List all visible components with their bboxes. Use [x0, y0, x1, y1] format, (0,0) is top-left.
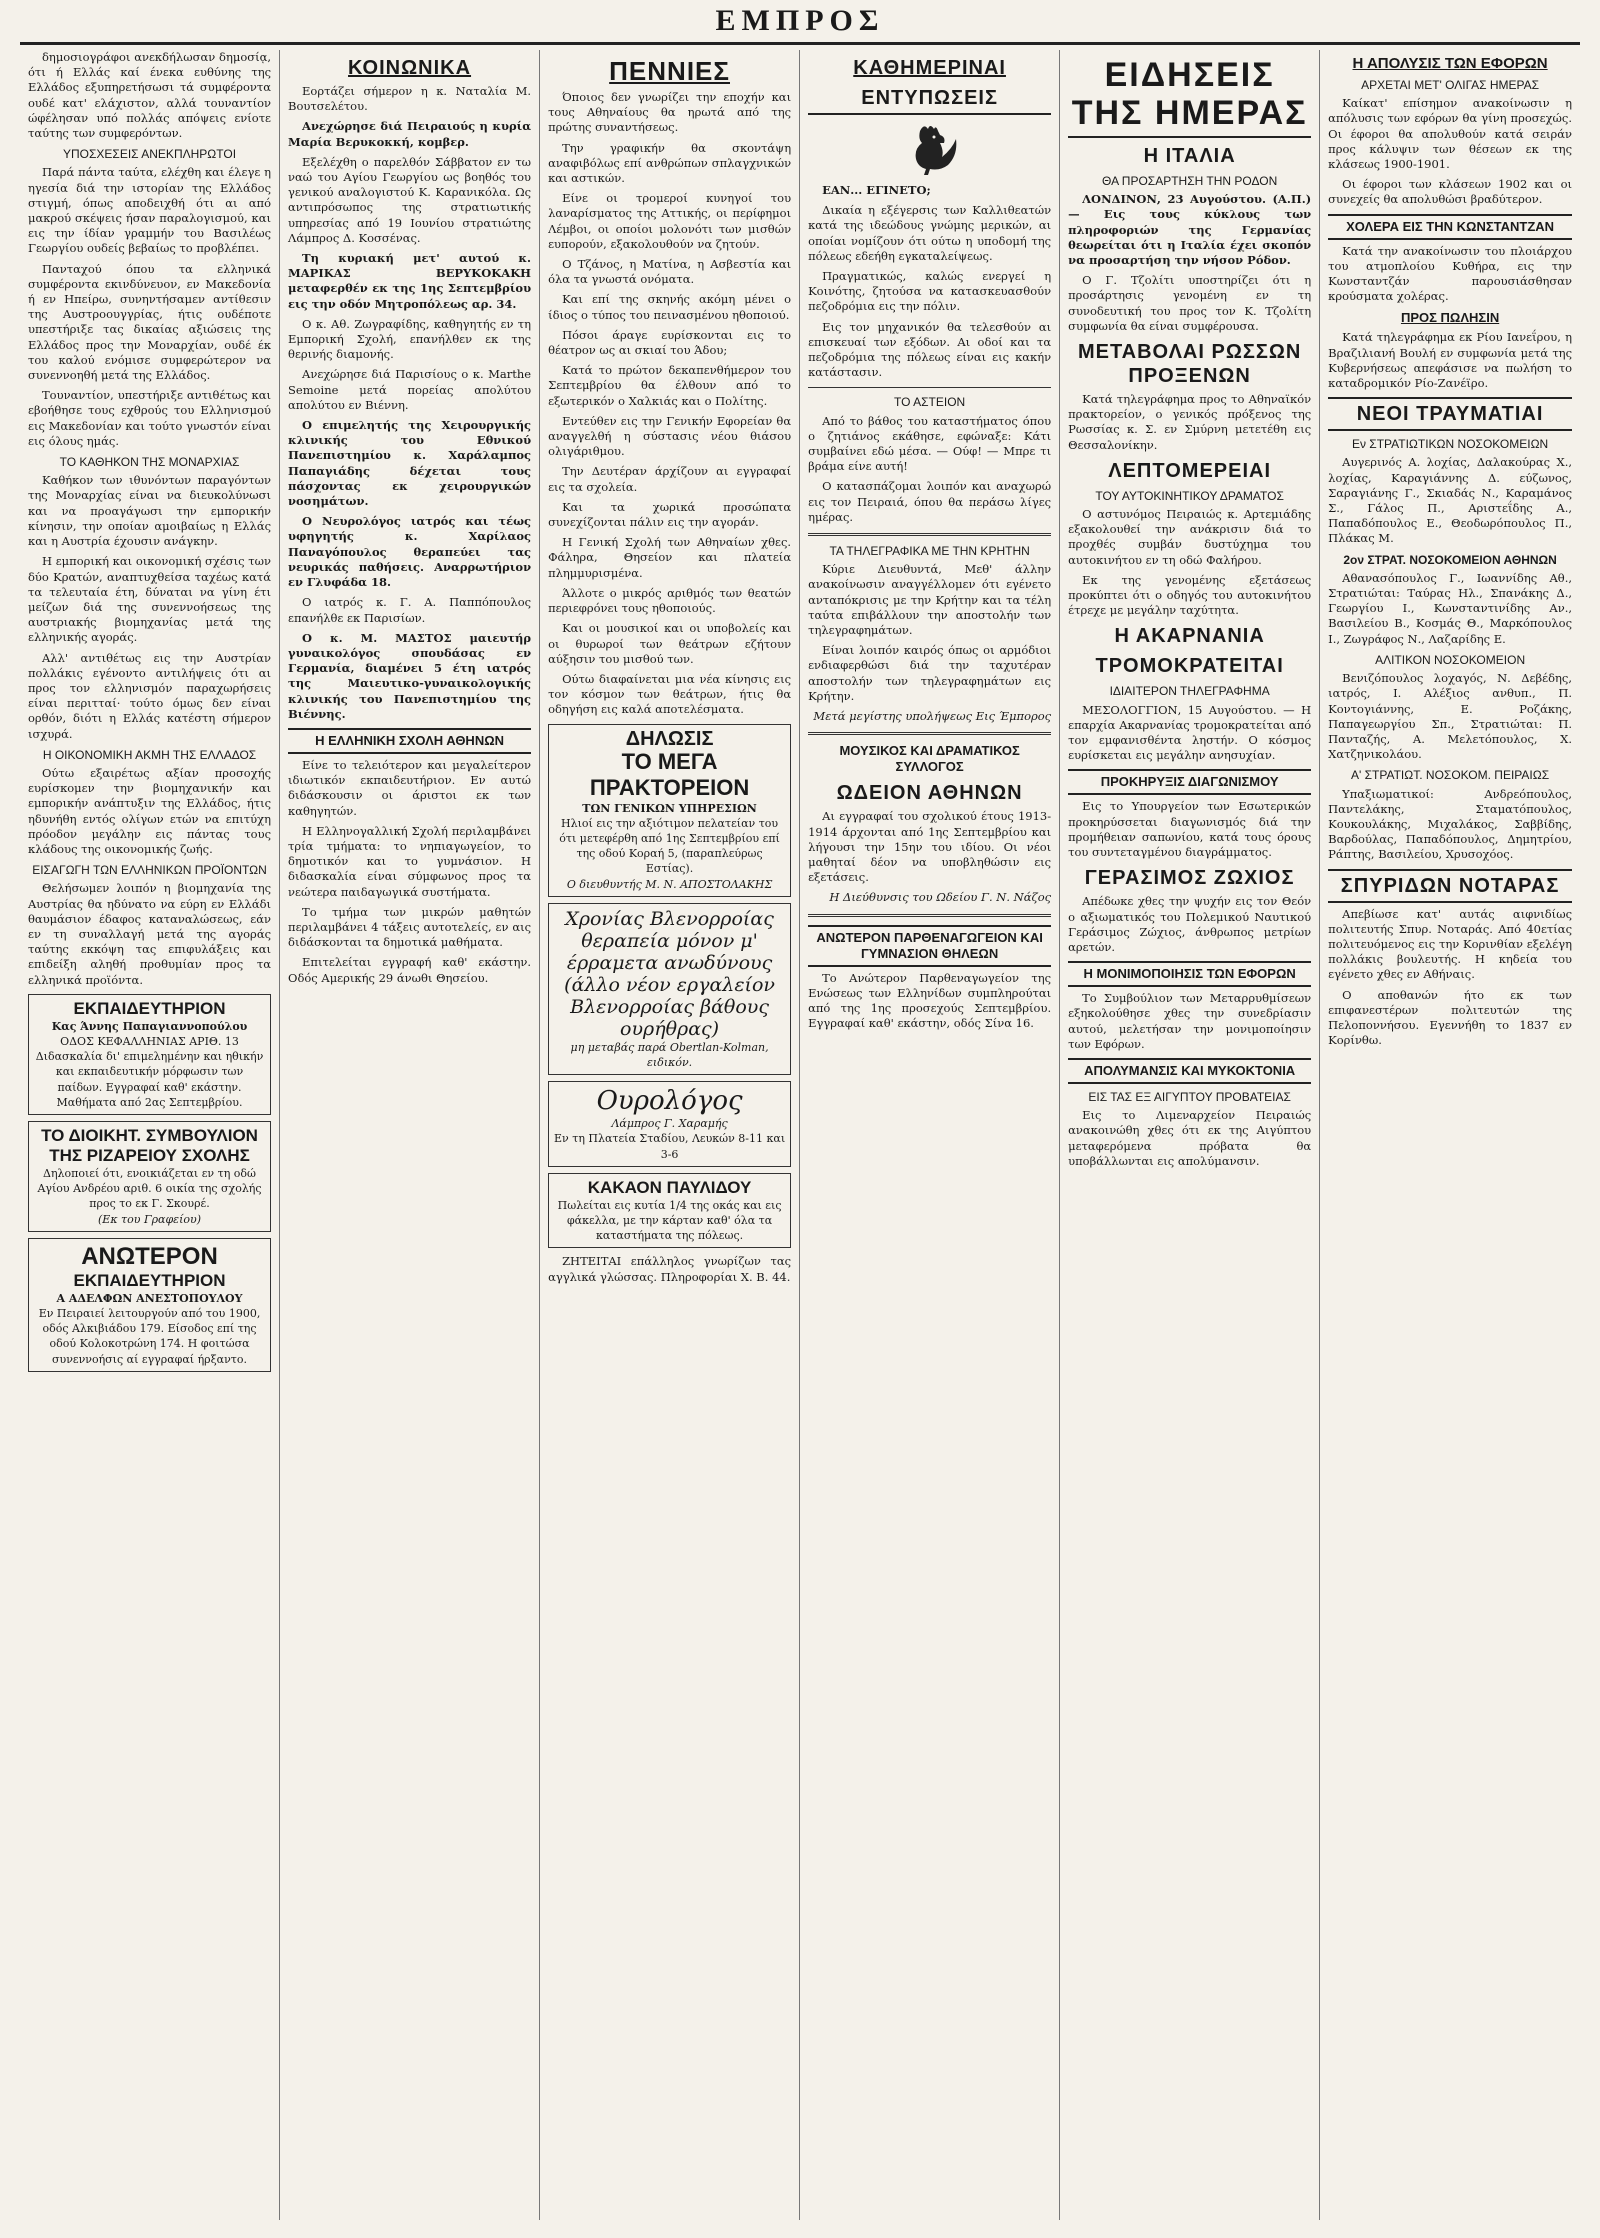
- article-text: Την Δευτέραν άρχίζουν αι εγγραφαί εις τα σχολεία.: [548, 464, 792, 494]
- section-heading: ΝΕΟΙ ΤΡΑΥΜΑΤΙΑΙ: [1328, 397, 1572, 431]
- article-text: Πανταχού όπου τα ελληνικά συμφέροντα εκινδύνευον, εν Μακεδονία ή εν Ηπείρω, συνηντήσαμεν αντίθεσιν της Αυστροουγγρίας, ήτις ουδέποτε υπεστήριξε τας δικαίας αξιώσεις της Ελλάδος προς την Μοναρχίαν, ουδέ έκ του καλού ενόμισε συμφερώτερον να συνεννοηθή μετά της Ελλάδος.: [28, 261, 272, 383]
- newspaper-page: [20, 50, 1580, 2220]
- article-text: Εντεύθεν εις την Γενικήν Εφορείαν θα αναγγελθή η σύστασις νέου θιάσου ολιγάριθμου.: [548, 413, 792, 459]
- section-heading: ΚΟΙΝΩΝΙΚΑ: [348, 57, 472, 79]
- section-heading: Η ΙΤΑΛΙΑ: [1143, 145, 1236, 167]
- ad-subtitle: Κας Άννης Παπαγιαννοπούλου: [51, 1019, 248, 1033]
- advertisement: [548, 1173, 791, 1249]
- section-subheading: ΘΑ ΠΡΟΣΑΡΤΗΣΗ ΤΗΝ ΡΟΔΟΝ: [1102, 174, 1278, 188]
- article-text: Είναι λοιπόν καιρός όπως οι αρμόδιοι ενδιαφερθώσι διά την ταχυτέραν αποστολήν των τηλεγραφημάτων εις Κρήτην.: [808, 643, 1052, 703]
- ad-subtitle: Α ΑΔΕΛΦΩΝ ΑΝΕΣΤΟΠΟΥΛΟΥ: [56, 1291, 243, 1305]
- article-text: Απέδωκε χθες την ψυχήν εις τον Θεόν ο αξιωματικός του Πολεμικού Ναυτικού Γεράσιμος Ζώχιος, άνθρωπος μετρίων αρετών.: [1068, 894, 1312, 954]
- article-text: Ο επιμελητής της Χειρουργικής κλινικής του Εθνικού Πανεπιστημίου κ. Χαράλαμπος Παπαγιάδης δέχεται τους πάσχοντας εκ χειρουργικών νοσημάτων.: [288, 418, 532, 509]
- article-text: δημοσιογράφοι ανεκδήλωσαν δημοσίᾳ, ότι ή Ελλάς καί ένεκα ευθύνης της Ελλάδος εξυπηρετήσωσι τά συμφέροντα ουδέ κατ' ελάχιστον, αλλά τουναντίον ώφέλησαν υπό πολλάς απόψεις ενίοτε ταύτης των συμφερόντων.: [28, 50, 272, 141]
- article-text: Ούτω εξαιρέτως αξίαν προσοχής ευρίσκομεν την βιομηχανικήν και εμπορικήν ανάπτυξιν της Ελλάδος, ήτις ηδυνήθη εντός ολίγων ετών να επιτύχη πρόοδον μεγάλην εις πάντας τους κλάδους της οικονομικής ζωής.: [28, 765, 272, 856]
- ad-heading: ΔΗΛΩΣΙΣ: [625, 727, 714, 750]
- section-heading: ΤΟ ΚΑΘΗΚΟΝ ΤΗΣ ΜΟΝΑΡΧΙΑΣ: [59, 455, 240, 470]
- article-text: Πόσοι άραγε ευρίσκονται εις το θέατρον ως αι σκιαί του Άδου;: [548, 327, 792, 358]
- ad-title: ΤΟ ΔΙΟΙΚΗΤ. ΣΥΜΒΟΥΛΙΟΝ ΤΗΣ ΡΙΖΑΡΕΙΟΥ ΣΧΟΛΗΣ: [41, 1126, 258, 1165]
- article-text: Πραγματικώς, καλώς ενεργεί η Κοινότης, ζητούσα να κατασκευασθούν πεζοδρόμια εις την πόλιν.: [808, 269, 1052, 314]
- article-text: Το Συμβούλιον των Μεταρρυθμίσεων εξηκολούθησε χθες την συνεδρίασιν αυτού, μελετήσαν την μονιμοποίησιν των Εφόρων.: [1068, 991, 1312, 1051]
- letter-signature: Μετά μεγίστης υπολήψεως Εις Έμπορος: [813, 709, 1052, 724]
- section-subheading: Εν ΣΤΡΑΤΙΩΤΙΚΩΝ ΝΟΣΟΚΟΜΕΙΩΝ: [1351, 437, 1549, 452]
- advertisement: [28, 1238, 271, 1372]
- section-heading: ΠΡΟΣ ΠΩΛΗΣΙΝ: [1400, 310, 1500, 326]
- section-subheading: ΑΡΧΕΤΑΙ ΜΕΤ' ΟΛΙΓΑΣ ΗΜΕΡΑΣ: [1361, 78, 1540, 92]
- article-text: Η εμπορική και οικονομική σχέσις των δύο Κρατών, αναπτυχθείσα ταχέως κατά τα τελευταία έτη, δύναται να γίνη έτι μείζων διά της συνεννοήσεως της αυστριακής βιομηχανίας μετά της ελληνικής αγοράς.: [28, 554, 272, 645]
- article-text: Η Γενική Σχολή των Αθηναίων χθες. Φάληρα, Θησείον και πλατεία πλημμυρισμένα.: [548, 535, 792, 580]
- article-text: Βενιζόπουλος λοχαγός, Ν. Δεβέδης, ιατρός, Ι. Αλέξιος ανθυπ., Π. Κοντογιάννης, Ε. Ροζάκης, Παπαγεωργίου Σπ., Στρατιώται: Π. Πανταζής, Α. Μελετόπουλος, Χ. Χατζηνικολάου.: [1328, 671, 1573, 762]
- article-text: Απεβίωσε κατ' αυτάς αιφνιδίως πολιτευτής Σπυρ. Νοταράς. Από 40ετίας πολιτευόμενος εις την Κορινθίαν εξελέγη πολλάκις βουλευτής. Η κηδεία του εγένετο χθες εν Αθήναις.: [1328, 906, 1573, 982]
- section-heading: ΩΔΕΙΟΝ ΑΘΗΝΩΝ: [836, 782, 1023, 805]
- ad-address: ΟΔΟΣ ΚΕΦΑΛΛΗΝΙΑΣ ΑΡΙΘ. 13: [60, 1034, 239, 1048]
- ad-signature: Ο διευθυντής Μ. Ν. ΑΠΟΣΤΟΛΑΚΗΣ: [566, 877, 773, 891]
- ad-text: Δηλοποιεί ότι, ενοικιάζεται εν τη οδώ Αγίου Ανδρέου αριθ. 6 οικία της σχολής προς το εκ Γ. Σκουρέ.: [37, 1167, 262, 1211]
- article-text: Εορτάζει σήμερον η κ. Ναταλία Μ. Βουτσελέτου.: [288, 84, 532, 114]
- article-text: Αι εγγραφαί του σχολικού έτους 1913-1914 άρχονται από 1ης Σεπτεμβρίου και λήγουσι την 15ην του ιδίου. Οι νέοι μαθηταί δέον να υποβληθώσιν εις εξετάσεις.: [808, 809, 1052, 885]
- article-text: Ανεχώρησε διά Παρισίους ο κ. Marthe Semoine μετά πορείας απολύτου απολύτου εν Βιέννη.: [288, 367, 532, 412]
- article-text: ΜΕΣΟΛΟΓΓΙΟΝ, 15 Αυγούστου. — Η επαρχία Ακαρνανίας τρομοκρατείται από τον εμφανισθέντα ληστήν. Ο κόσμος ευρίσκεται εις μεγάλην ανησυχίαν.: [1068, 702, 1312, 763]
- section-heading: ΓΕΡΑΣΙΜΟΣ ΖΩΧΙΟΣ: [1084, 867, 1295, 890]
- article-lead: ΕΑΝ... ΕΓΙΝΕΤΟ;: [822, 183, 931, 197]
- article-text: Κατά τηλεγράφημα προς το Αθηναϊκόν πρακτορείον, ο γενικός πρόξενος της Ρωσσίας κ. Σ. εν Σμύρνη μετετέθη εις Θεσσαλονίκην.: [1068, 392, 1312, 452]
- article-text: ΖΗΤΕΙΤΑΙ επάλληλος γνωρίζων τας αγγλικά γλώσσας. Πληροφορίαι Χ. Β. 44.: [548, 1254, 792, 1284]
- ad-text: μη μεταβάς παρά Obertlan-Kolman, ειδικόν.: [570, 1040, 769, 1069]
- column-1: [20, 50, 280, 2220]
- ad-title: ΑΝΩΤΕΡΟΝ: [81, 1242, 218, 1270]
- article-text: Ο αποθανών ήτο εκ των επιφανεστέρων πολιτευτών της Πελοποννήσου. Εγεννήθη το 1837 εν Κορίνθω.: [1328, 987, 1573, 1048]
- article-text: Εις το Λιμεναρχείον Πειραιώς ανακοινώθη χθες ότι εκ της Αιγύπτου μεταφερόμενα πρόβατα θα υποβάλλωνται εις απολύμανσιν.: [1068, 1108, 1312, 1168]
- ad-title: Ουρολόγος: [596, 1086, 743, 1117]
- section-heading: ΤΑ ΤΗΛΕΓΡΑΦΙΚΑ ΜΕ ΤΗΝ ΚΡΗΤΗΝ: [829, 544, 1030, 559]
- section-subheading: ΕΙΣ ΤΑΣ ΕΞ ΑΙΓΥΠΤΟΥ ΠΡΟΒΑΤΕΙΑΣ: [1088, 1089, 1291, 1104]
- section-heading: ΠΕΝΝΙΕΣ: [609, 56, 730, 86]
- article-text: Από το βάθος του καταστήματος όπου ο ζητιάνος εκάθησε, εφώναξε: Κάτι συμβαίνει εδώ μέσα. — Ούφ! — Μπρε τι βράμα είνε αυτή!: [808, 413, 1052, 474]
- article-signature: Η Διεύθυνσις του Ωδείου Γ. Ν. Νάζος: [829, 890, 1052, 905]
- column-4: [800, 50, 1060, 2220]
- ad-subtitle: ΕΚΠΑΙΔΕΥΤΗΡΙΟΝ: [73, 1270, 226, 1290]
- article-text: Καθήκον των ιθυνόντων παραγόντων της Μοναρχίας είναι να διευκολύνωσι και να προαγάγωσι την εμπορικήν κίνησιν, την οποίαν αμοιβαίως η Ελλάς και η Αυστρία έχουσιν ανάγκην.: [28, 473, 272, 549]
- section-heading: ΤΟ ΑΣΤΕΙΟΝ: [894, 395, 966, 410]
- column-2: [280, 50, 540, 2220]
- section-heading: ΜΟΥΣΙΚΟΣ ΚΑΙ ΔΡΑΜΑΤΙΚΟΣ ΣΥΛΛΟΓΟΣ: [839, 743, 1020, 775]
- article-text: Εκ της γενομένης εξετάσεως προκύπτει ότι ο οδηγός του αυτοκινήτου έτρεχε με μεγάλην ταχύτητα.: [1068, 572, 1312, 618]
- section-heading: ΥΠΟΣΧΕΣΕΙΣ ΑΝΕΚΠΛΗΡΩΤΟΙ: [62, 147, 237, 162]
- article-text: Και οι μουσικοί και οι υποβολείς και οι θυρωροί των θεάτρων εζήτουν αύξησιν του μισθού των.: [548, 621, 792, 666]
- article-text: Είνε το τελειότερον και μεγαλείτερον ιδιωτικόν εκπαιδευτήριον. Εν αυτώ διδάσκουσιν οι άριστοι εκ των καθηγητών.: [288, 757, 532, 818]
- advertisement: [548, 903, 791, 1075]
- article-text: Εις τον μηχανικόν θα τελεσθούν αι επισκευαί των εξόδων. Αι οδοί και τα πεζοδρόμια της πόλεως είναι εις κακήν κατάστασιν.: [808, 319, 1052, 380]
- article-text: Ανεχώρησε διά Πειραιούς η κυρία Μαρία Βερυκοκκή, κομβερ.: [288, 119, 532, 149]
- ad-signature: (Εκ του Γραφείου): [98, 1212, 201, 1226]
- column-6: [1320, 50, 1580, 2220]
- article-text: Ο κ. Αθ. Ζωγραφίδης, καθηγητής εν τη Εμπορική Σχολή, επανήλθεν εκ της θερινής διαμονής.: [288, 316, 532, 362]
- article-text: Εξελέχθη ο παρελθόν Σάββατον εν τω ναώ του Αγίου Γεωργίου ως βοηθός του γενικού αναλογιστού Κ. Καρανικόλα. Ως αντιπρόσωπος της στρατιωτικής υπηρεσίας από 19 Ιουνίου στρατιώτης Λάμπρος Δ. Κοσσένας.: [288, 154, 532, 245]
- article-text: Το Ανώτερον Παρθεναγωγείον της Ενώσεως των Ελληνίδων συμπληρούται από της 1ης προσεχούς Σεπτεμβρίου. Εγγραφαί καθ' εκάστην, οδός Σίνα 16.: [808, 970, 1052, 1031]
- ad-subtitle: Λάμπρος Γ. Χαραμής: [611, 1117, 728, 1131]
- advertisement: [548, 724, 791, 897]
- ad-title: Χρονίας Βλενορροίας θεραπεία μόνον μ' έρραμετα ανωδύνους (άλλο νέον εργαλείον Βλενορροίας βάθους ουρήθρας): [564, 907, 775, 1040]
- section-heading: Η ΕΛΛΗΝΙΚΗ ΣΧΟΛΗ ΑΘΗΝΩΝ: [288, 728, 531, 754]
- section-heading: ΕΙΣΑΓΩΓΗ ΤΩΝ ΕΛΛΗΝΙΚΩΝ ΠΡΟΪΟΝΤΩΝ: [32, 863, 267, 878]
- divider: [808, 914, 1051, 917]
- divider: [808, 387, 1051, 388]
- article-text: Ο Νευρολόγος ιατρός και τέως υφηγητής κ. Χαρίλαος Παναγόπουλος θεραπεύει τας νευρικάς παθήσεις. Αναρρωτήριον εν Γλυφάδα 18.: [288, 514, 532, 590]
- article-text: Δικαία η εξέγερσις των Καλλιθεατών κατά της ιδεώδους γνώμης μερικών, αι οποίαι νομίζουν ότι ούτω η υποδομή της πόλεως εδεήθη εγκαταλείψεως.: [808, 203, 1052, 263]
- article-text: Τουναντίον, υπεστήριξε αντιθέτως και εβοήθησε τους εχθρούς του Ελληνισμού εις Μακεδονίαν και τούτο γνωστόν είναι εις όλους ημάς.: [28, 388, 272, 448]
- section-subheading: ΙΔΙΑΙΤΕΡΟΝ ΤΗΛΕΓΡΑΦΗΜΑ: [1109, 684, 1270, 699]
- advertisement: [28, 1121, 271, 1232]
- article-text: Το τμήμα των μικρών μαθητών περιλαμβάνει 4 τάξεις αυτοτελείς, εν αις διδάσκονται τα δημοτικά μαθήματα.: [288, 904, 532, 950]
- article-text: Ο Γ. Τζολίτι υποστηρίζει ότι η προσάρτησις γενομένη εν τη συνοδευτική του προς τον Κ. Τζολίτη συμφωνία θα είναι συμφέρουσα.: [1068, 273, 1312, 333]
- column-5: [1060, 50, 1320, 2220]
- article-text: Άλλοτε ο μικρός αριθμός των θεατών περιεφρόνει τους ηθοποιούς.: [548, 585, 792, 616]
- ad-text: Ηλιοί εις την αξιότιμον πελατείαν του ότι μετεφέρθη από 1ης Σεπτεμβρίου επί της οδού Κοραή 5, (παραπλεύρως Εστίας).: [559, 816, 780, 876]
- advertisement: [28, 994, 271, 1115]
- divider: [808, 732, 1051, 735]
- article-text: Όποιος δεν γνωρίζει την εποχήν και τους Αθηναίους θα ηρωτά από της πρώτης συναντήσεως.: [548, 90, 792, 135]
- article-text: Αθανασόπουλος Γ., Ιωαννίδης Αθ., Στρατιώται: Ταύρας Ηλ., Σπανάκης Δ., Γεωργίου Ι., Κωνσταντινίδης Αν., Βασιλείου Β., Κοσμάς Θ., Μαρκόπουλος Ι., Ζωγράφος Ν., Λαζαρίδης Ε.: [1328, 570, 1573, 646]
- article-text: ΛΟΝΔΙΝΟΝ, 23 Αυγούστου. (Α.Π.) — Εις τους κύκλους των πληροφοριών της Γερμανίας θεωρείται ότι η Ιταλία έχει σκοπόν να προσαρτήση την νήσον Ρόδον.: [1068, 192, 1312, 268]
- article-text: Ο αστυνόμος Πειραιώς κ. Αρτεμιάδης εξακολουθεί την ανάκρισιν διά το προχθές συμβάν δυστύχημα του αυτοκινήτου εν τη οδώ Φαλήρου.: [1068, 507, 1312, 567]
- section-heading: ΜΕΤΑΒΟΛΑΙ ΡΩΣΣΩΝ ΠΡΟΞΕΝΩΝ: [1077, 341, 1302, 388]
- section-heading: ΑΠΟΛΥΜΑΝΣΙΣ ΚΑΙ ΜΥΚΟΚΤΟΝΙΑ: [1068, 1058, 1311, 1084]
- article-text: Θελήσωμεν λοιπόν η βιομηχανία της Αυστρίας θα ηδύνατο να εύρη εν Ελλάδι θαυμάσιον έδαφος καταναλώσεως, εάν εν τη συναλλαγή μετά της αγοράς ταύτης εκκόψη τας επιφυλάξεις και επιδείξη αληθή προθυμίαν προς τα ελληνικά προϊόντα.: [28, 881, 272, 987]
- section-heading: ΕΙΔΗΣΕΙΣ ΤΗΣ ΗΜΕΡΑΣ: [1068, 56, 1311, 138]
- section-heading: ΣΠΥΡΙΔΩΝ ΝΟΤΑΡΑΣ: [1328, 869, 1572, 903]
- article-text: Ούτω διαφαίνεται μια νέα κίνησις εις τον κόσμον των θεάτρων, ήτις θα οδηγήση εις καλά αποτελέσματα.: [548, 671, 792, 717]
- section-heading: ΛΕΠΤΟΜΕΡΕΙΑΙ: [1108, 459, 1272, 482]
- article-text: Κύριε Διευθυντά, Μεθ' άλλην ανακοίνωσιν αναγγέλλομεν ότι εγένετο ανταπόκρισις με την Κρήτην και τα τέλη ταύτα επιβάλλουν την αποστολήν των τηλεγραφημάτων.: [808, 562, 1052, 638]
- section-heading: Η ΑΠΟΛΥΣΙΣ ΤΩΝ ΕΦΟΡΩΝ: [1352, 55, 1548, 72]
- article-text: Κατά την ανακοίνωσιν του πλοιάρχου του ατμοπλοίου Κυθήρα, εις την Κωνσταντζάν παρουσιάσθησαν κρούσματα χολέρας.: [1328, 243, 1573, 304]
- article-text: Αλλ' αντιθέτως εις την Αυστρίαν πολλάκις εγένοντο αντιλήψεις ότι αι προς τον ελληνισμόν παραχωρήσεις είναι περιτταί· τούτο όμως δεν είναι ορθόν, διότι η Ελλάς κατέστη σήμερον ισχυρά.: [28, 650, 272, 741]
- article-text: Αυγερινός Α. λοχίας, Δαλακούρας Χ., λοχίας, Καραγιάννης Δ. εύζωνος, Σαραγιάνης Γ., Σκιαδάς Ν., Καραμάνος Σ., Γάλος Π., Αριστεΐδης Α., Παπαδόπουλος Ε., Θεοδωρόπουλος Π., Πλάκας Μ.: [1328, 455, 1573, 546]
- article-text: Την γραφικήν θα σκοντάψη αναφιβόλως επί ανθρώπων σπλαγχνικών και αστικών.: [548, 140, 792, 186]
- ad-title: ΕΚΠΑΙΔΕΥΤΗΡΙΟΝ: [73, 998, 226, 1018]
- article-text: Η Ελληνογαλλική Σχολή περιλαμβάνει τρία τμήματα: το νηπιαγωγείον, το δημοτικόν και το γυμνάσιον. Η διδασκαλία είναι σύμφωνος προς τα νεώτερα παιδαγωγικά συστήματα.: [288, 823, 532, 899]
- article-text: Υπαξιωματικοί: Ανδρεόπουλος, Παντελάκης, Σταματόπουλος, Κουκουλάκης, Μιχαλάκος, Σαββίδης, Βαρδούλας, Παπαδόπουλος, Δημητρίου, Ράπτης, Βασιλείου, Χρυσοχόος.: [1328, 786, 1573, 862]
- article-text: Παρά πάντα ταύτα, ελέχθη και έλεγε η ηγεσία διά την ιστορίαν της Ελλάδος στιγμή, όπως αποδειχθή ότι αι από μακρού σκέψεις ήσαν παραλογισμού, και εις την ίδίαν γραμμήν του Βασιλέως Γεωργίου ουδείς βεβαίως το προβλέπει.: [28, 165, 272, 256]
- section-heading: Η ΟΙΚΟΝΟΜΙΚΗ ΑΚΜΗ ΤΗΣ ΕΛΛΑΔΟΣ: [42, 747, 257, 762]
- article-text: Εις το Υπουργείον των Εσωτερικών προκηρύσσεται διαγωνισμός διά την προμήθειαν σαπωνίου, κατά τους όρους του συντεταγμένου διαγράμματος.: [1068, 799, 1312, 860]
- advertisement: [548, 1081, 791, 1167]
- section-heading: ΕΝΤΥΠΩΣΕΙΣ: [808, 86, 1051, 115]
- rooster-icon: [900, 119, 960, 179]
- article-text: Και επί της σκηνής ακόμη μένει ο ίδιος ο τύπος του πεινασμένου ηθοποιού.: [548, 292, 792, 322]
- section-heading: ΑΝΩΤΕΡΟΝ ΠΑΡΘΕΝΑΓΩΓΕΙΟΝ ΚΑΙ ΓΥΜΝΑΣΙΟΝ ΘΗΛΕΩΝ: [808, 925, 1051, 967]
- ad-text: Εν Πειραιεί λειτουργούν από του 1900, οδός Αλκιβιάδου 179. Είσοδος επί της οδού Κολοκοτρώνη 174. Η φοιτώσα συνεννοήσις αί εγγραφαί ήρξαντο.: [38, 1307, 261, 1366]
- ad-text: Διδασκαλία δι' επιμελημένην και ηθικήν και εκπαιδευτικήν μόρφωσιν των παίδων. Εγγραφαί καθ' εκάστην. Μαθήματα από 2ας Σεπτεμβρίου.: [35, 1050, 264, 1109]
- article-text: Επιτελείται εγγραφή καθ' εκάστην. Οδός Αμερικής 29 άνωθι Θησείου.: [288, 955, 532, 985]
- section-heading: ΠΡΟΚΗΡΥΞΙΣ ΔΙΑΓΩΝΙΣΜΟΥ: [1068, 769, 1311, 795]
- rooster-illustration: [808, 119, 1051, 179]
- section-heading: ΧΟΛΕΡΑ ΕΙΣ ΤΗΝ ΚΩΝΣΤΑΝΤΖΑΝ: [1328, 214, 1572, 240]
- section-subheading: ΑΛΙΤΙΚΟΝ ΝΟΣΟΚΟΜΕΙΟΝ: [1375, 652, 1526, 667]
- newspaper-title: ΕΜΠΡΟΣ: [715, 4, 885, 37]
- ad-subtitle: ΤΩΝ ΓΕΝΙΚΩΝ ΥΠΗΡΕΣΙΩΝ: [582, 801, 757, 815]
- article-text: Κατά τηλεγράφημα εκ Ρίου Ιανεΐρου, η Βραζιλιανή Βουλή εν συμφωνία μετά της Κυβερνήσεως απεφάσισε να πωλήση το καταδρομικόν Ρίο-Ζανέϊρο.: [1328, 330, 1573, 391]
- article-text: Οι έφοροι των κλάσεων 1902 και οι συνεχείς θα απολυθώσι βραδύτερον.: [1328, 177, 1573, 207]
- column-3: [540, 50, 800, 2220]
- article-text: Ο ιατρός κ. Γ. Α. Παππόπουλος επανήλθε εκ Παρισίων.: [288, 595, 532, 625]
- ad-text: Εν τη Πλατεία Σταδίου, Λευκών 8-11 και 3-6: [554, 1132, 786, 1161]
- ad-title: ΚΑΚΑΟΝ ΠΑΥΛΙΔΟΥ: [587, 1177, 752, 1197]
- article-text: Είνε οι τρομεροί κυνηγοί του λαναρίσματος της Αττικής, οι περίφημοι Λέμβοι, οι οποίοι μολονότι των μισθών ευπορούν, εξακολουθούν να ζητούν.: [548, 191, 792, 251]
- article-text: Κατά το πρώτον δεκαπενθήμερον του Σεπτεμβρίου θα έλθουν από το εξωτερικόν ο Χαλκιάς και ο Πολίτης.: [548, 363, 792, 408]
- article-text: Και τα χωρικά προσώπατα συνεχίζονται πάλιν εις την αγοράν.: [548, 499, 792, 530]
- section-heading: Η ΑΚΑΡΝΑΝΙΑ: [1114, 625, 1265, 648]
- article-text: Καίκατ' επίσημον ανακοίνωσιν η απόλυσις των εφόρων θα γίνη προσεχώς. Οι έφοροι θα απολυθούν κατά σειράν προς κάλυψιν των θέσεων εκ της κλάσεως 1900-1901.: [1328, 96, 1573, 172]
- divider: [808, 533, 1051, 536]
- article-text: Ο κ. Μ. ΜΑΣΤΟΣ μαιευτήρ γυναικολόγος σπουδάσας εν Γερμανία, διαμένει 5 έτη ιατρός της Μαιευτικο-γυναικολογικής κλινικής του Πανεπιστημίου της Βιέννης.: [288, 630, 532, 721]
- section-subheading: 2ον ΣΤΡΑΤ. ΝΟΣΟΚΟΜΕΙΟΝ ΑΘΗΝΩΝ: [1343, 552, 1557, 567]
- article-text: Ο κατασπάζομαι λοιπόν και αναχωρώ εις τον Πειραιά, όπου θα περάσω λίγες ημέρας.: [808, 479, 1052, 524]
- ad-text: Πωλείται εις κυτία 1/4 της οκάς και εις φάκελλα, με την κάρταν καθ' όλα τα καταστήματα της πόλεως.: [557, 1198, 782, 1243]
- section-subheading: ΤΟΥ ΑΥΤΟΚΙΝΗΤΙΚΟΥ ΔΡΑΜΑΤΟΣ: [1095, 488, 1284, 503]
- section-heading: ΤΡΟΜΟΚΡΑΤΕΙΤΑΙ: [1095, 655, 1284, 678]
- section-heading: Η ΜΟΝΙΜΟΠΟΙΗΣΙΣ ΤΩΝ ΕΦΟΡΩΝ: [1068, 961, 1311, 987]
- article-text: Τη κυριακή μετ' αυτού κ. ΜΑΡΙΚΑΣ ΒΕΡΥΚΟΚΑΚΗ μεταφερθέν εκ της 1ης Σεπτεμβρίου εις την οδόν Μητροπόλεως αρ. 34.: [288, 251, 532, 311]
- masthead: [20, 0, 1580, 45]
- section-heading: ΚΑΘΗΜΕΡΙΝΑΙ: [853, 57, 1006, 79]
- ad-title: ΤΟ ΜΕΓΑ ΠΡΑΚΤΟΡΕΙΟΝ: [589, 748, 750, 800]
- section-subheading: Α' ΣΤΡΑΤΙΩΤ. ΝΟΣΟΚΟΜ. ΠΕΙΡΑΙΩΣ: [1351, 768, 1550, 783]
- article-text: Ο Τζάνος, η Ματίνα, η Ασβεστία και όλα τα γνωστά ονόματα.: [548, 257, 792, 287]
